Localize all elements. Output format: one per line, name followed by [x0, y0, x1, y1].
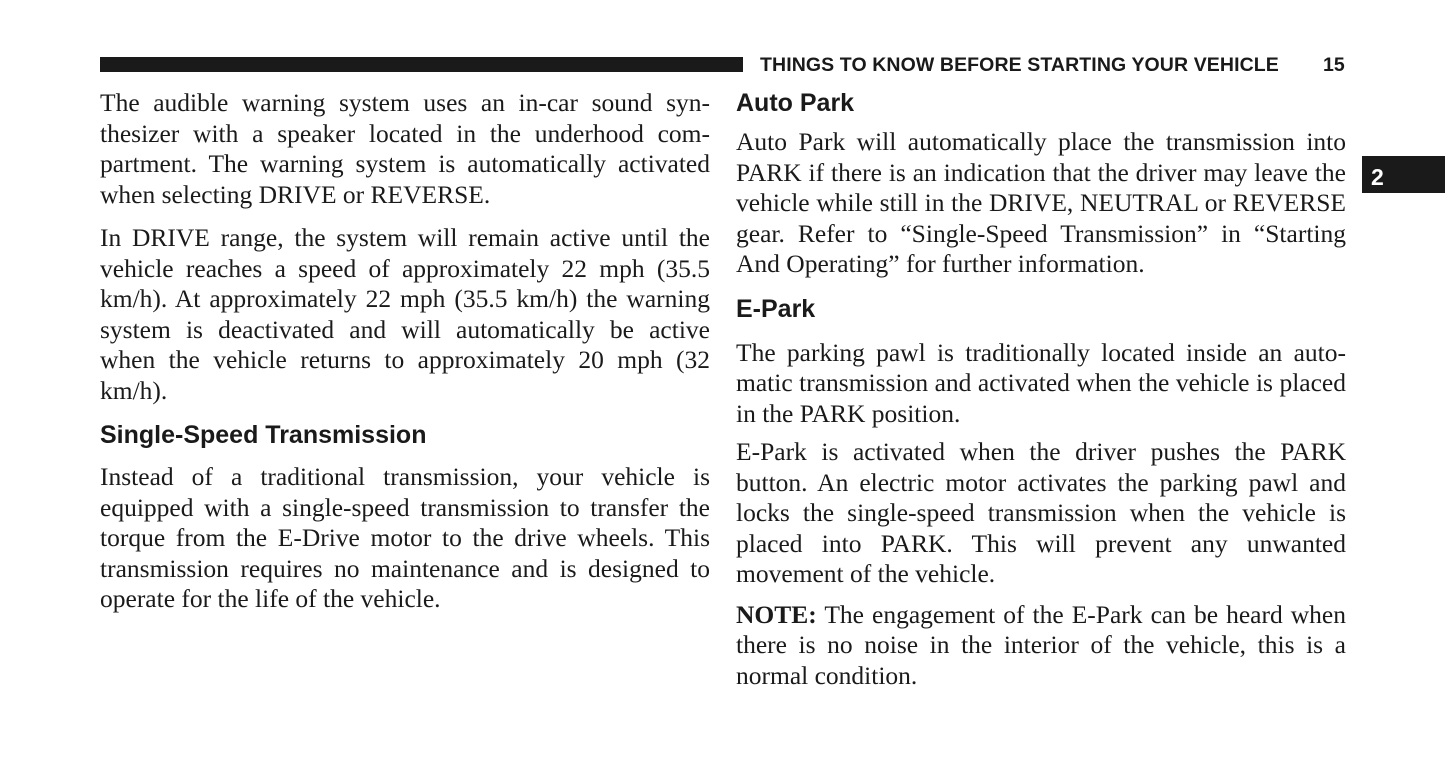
heading-auto-park: Auto Park — [736, 89, 855, 117]
heading-e-park: E-Park — [736, 294, 816, 323]
paragraph-e-park-activation: E-Park is activated when the driver pushes the PARK button. An electric motor activates the parking pawl and locks the single-speed transmission when the vehicle is placed into PARK. This will prevent any unwanted movement of the vehicle. — [736, 437, 1346, 588]
heading-single-speed-transmission: Single-Speed Transmission — [100, 421, 427, 449]
paragraph-drive-range: In DRIVE range, the system will remain active until the vehicle reaches a speed of approximately 22 mph (35.5 km/h). At approximately 22 mph (35.5 km/h) the warning system is deactivated and will automatically be active when the vehicle returns to approximately 20 mph (32 km/h). — [100, 223, 710, 405]
left-column — [100, 88, 710, 615]
paragraph-warning-system: The audible warning system uses an in-car sound synthesizer with a speaker located in the underhood compartment. The warning system is automatically activated when selecting DRIVE or REVERSE. — [100, 88, 710, 209]
running-header: THINGS TO KNOW BEFORE STARTING YOUR VEHICLE — [760, 54, 1279, 76]
note-text: The engagement of the E-Park can be heard when there is no noise in the interior of the vehicle, this is a normal condition. — [736, 599, 1346, 690]
paragraph-parking-pawl: The parking pawl is traditionally located inside an automatic transmission and activated when the vehicle is placed in the PARK position. — [736, 337, 1346, 428]
header-rule — [100, 57, 743, 72]
chapter-tab: 2 — [1362, 156, 1445, 193]
note-label: NOTE: — [736, 599, 817, 629]
right-column — [736, 88, 1346, 691]
paragraph-auto-park: Auto Park will automatically place the transmission into PARK if there is an indication that the driver may leave the vehicle while still in the DRIVE, NEUTRAL or REVERSE gear. Refer to “Single-Speed Transmission” in “Starting And Operating” for further information. — [736, 127, 1346, 278]
page-number: 15 — [1323, 54, 1345, 76]
paragraph-single-speed: Instead of a traditional transmission, your vehicle is equipped with a single-speed transmission to transfer the torque from the E-Drive motor to the drive wheels. This transmission requires no maintenance and is designed to operate for the life of the vehicle. — [100, 462, 710, 613]
paragraph-note — [736, 600, 1346, 692]
